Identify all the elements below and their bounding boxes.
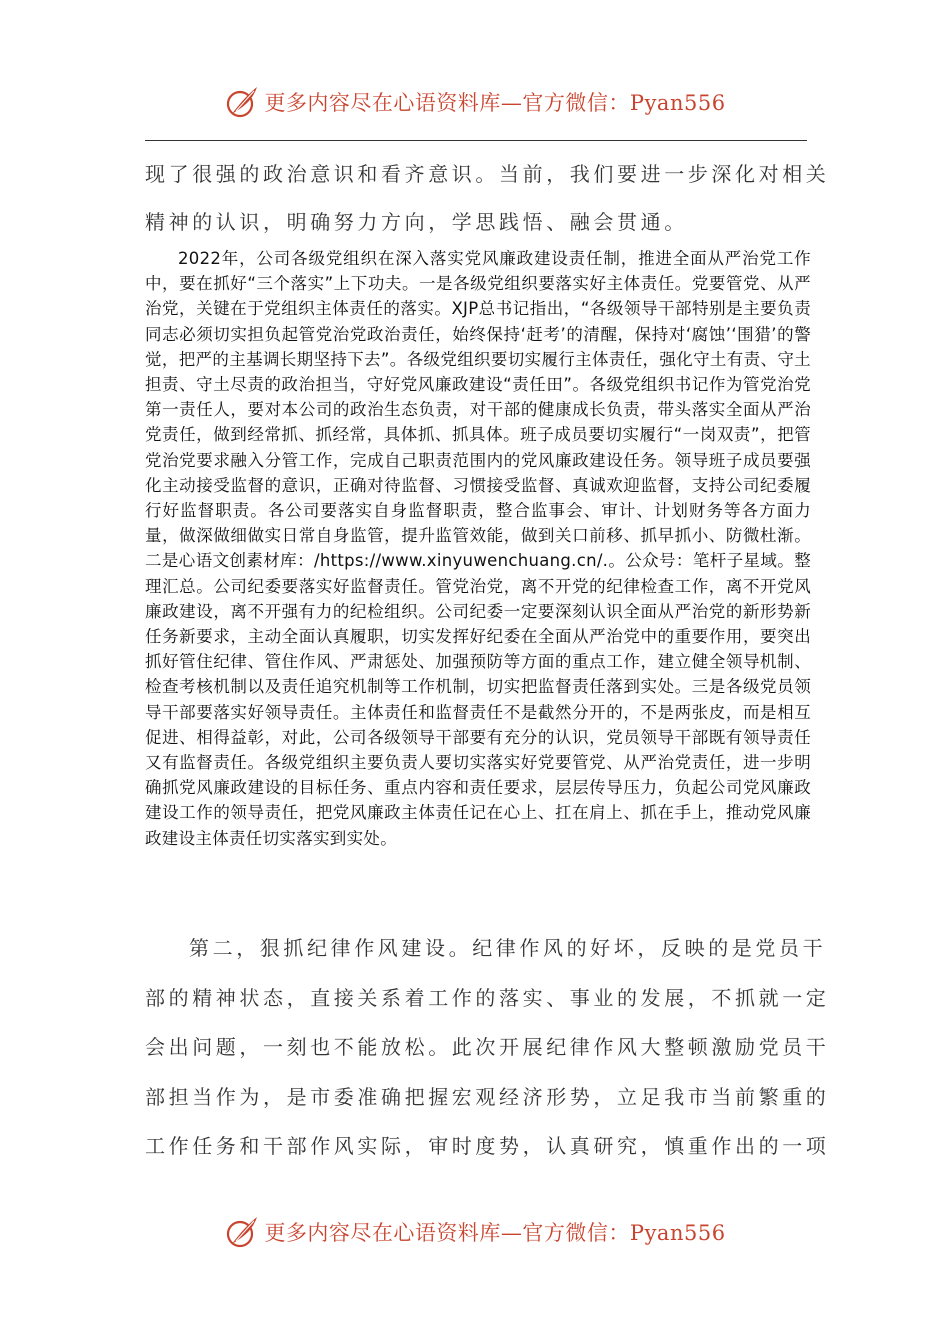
body-line-top-2: 精神的认识，明确努力方向，学思践悟、融会贯通。 [145,210,688,234]
footer-banner [0,1212,950,1252]
feather-quill-logo-icon [224,1214,260,1250]
header-divider [145,140,807,141]
body-line-bottom-3: 会出问题，一刻也不能放松。此次开展纪律作风大整顿激励党员干 [145,1035,830,1059]
header-banner-text: 更多内容尽在心语资料库—官方微信：Pyan556 [264,91,726,115]
feather-quill-logo-icon [224,84,260,120]
body-dense-section [145,246,811,851]
footer-banner-text: 更多内容尽在心语资料库—官方微信：Pyan556 [264,1221,726,1245]
body-line-bottom-5: 工作任务和干部作风实际，审时度势，认真研究，慎重作出的一项 [145,1134,830,1158]
body-dense-paragraph: 2022年，公司各级党组织在深入落实党风廉政建设责任制，推进全面从严治党工作中，要在抓好“三个落实”上下功夫。一是各级党组织要落实好主体责任。党要管党、从严治党，关键在于党组织主体责任的落实。XJP总书记指出，“各级领导干部特别是主要负责同志必须切实担负起管党治党政治责任，始终保持‘赶考’的清醒，保持对‘腐蚀’‘围猎’的警觉，把严的主基调长期坚持下去”。各级党组织要切实履行主体责任，强化守土有责、守土担责、守土尽责的政治担当，守好党风廉政建设“责任田”。各级党组织书记作为管党治党第一责任人，要对本公司的政治生态负责，对干部的健康成长负责，带头落实全面从严治党责任，做到经常抓、抓经常，具体抓、抓具体。班子成员要切实履行“一岗双责”，把管党治党要求融入分管工作，完成自己职责范围内的党风廉政建设任务。领导班子成员要强化主动接受监督的意识，正确对待监督、习惯接受监督、真诚欢迎监督，支持公司纪委履行好监督职责。各公司要落实自身监督职责，整合监事会、审计、计划财务等各方面力量，做深做细做实日常自身监管，提升监管效能，做到关口前移、抓早抓小、防微杜渐。二是心语文创素材库：/https://www.xinyuwenchuang.cn/.。公众号：笔杆子星域。整理汇总。公司纪委要落实好监督责任。管党治党，离不开党的纪律检查工作，离不开党风廉政建设，离不开强有力的纪检组织。公司纪委一定要深刻认识全面从严治党的新形势新任务新要求，主动全面认真履职，切实发挥好纪委在全面从严治党中的重要作用，要突出抓好管住纪律、管住作风、严肃惩处、加强预防等方面的重点工作，建立健全领导机制、检查考核机制以及责任追究机制等工作机制，切实把监督责任落到实处。三是各级党员领导干部要落实好领导责任。主体责任和监督责任不是截然分开的，不是两张皮，而是相互促进、相得益彰，对此，公司各级领导干部要有充分的认识，党员领导干部既有领导责任又有监督责任。各级党组织主要负责人要切实落实好党要管党、从严治党责任，进一步明确抓党风廉政建设的目标任务、重点内容和责任要求，层层传导压力，负起公司党风廉政建设工作的领导责任，把党风廉政主体责任记在心上、扛在肩上、抓在手上，推动党风廉政建设主体责任切实落实到实处。 [145,249,811,848]
body-line-bottom-4: 部担当作为，是市委准确把握宏观经济形势，立足我市当前繁重的 [145,1085,830,1109]
body-line-bottom-1: 第二，狠抓纪律作风建设。纪律作风的好坏，反映的是党员干 [189,936,827,960]
body-line-top-1: 现了很强的政治意识和看齐意识。当前，我们要进一步深化对相关 [145,162,830,186]
body-line-bottom-2: 部的精神状态，直接关系着工作的落实、事业的发展，不抓就一定 [145,986,830,1010]
header-banner [0,82,950,122]
